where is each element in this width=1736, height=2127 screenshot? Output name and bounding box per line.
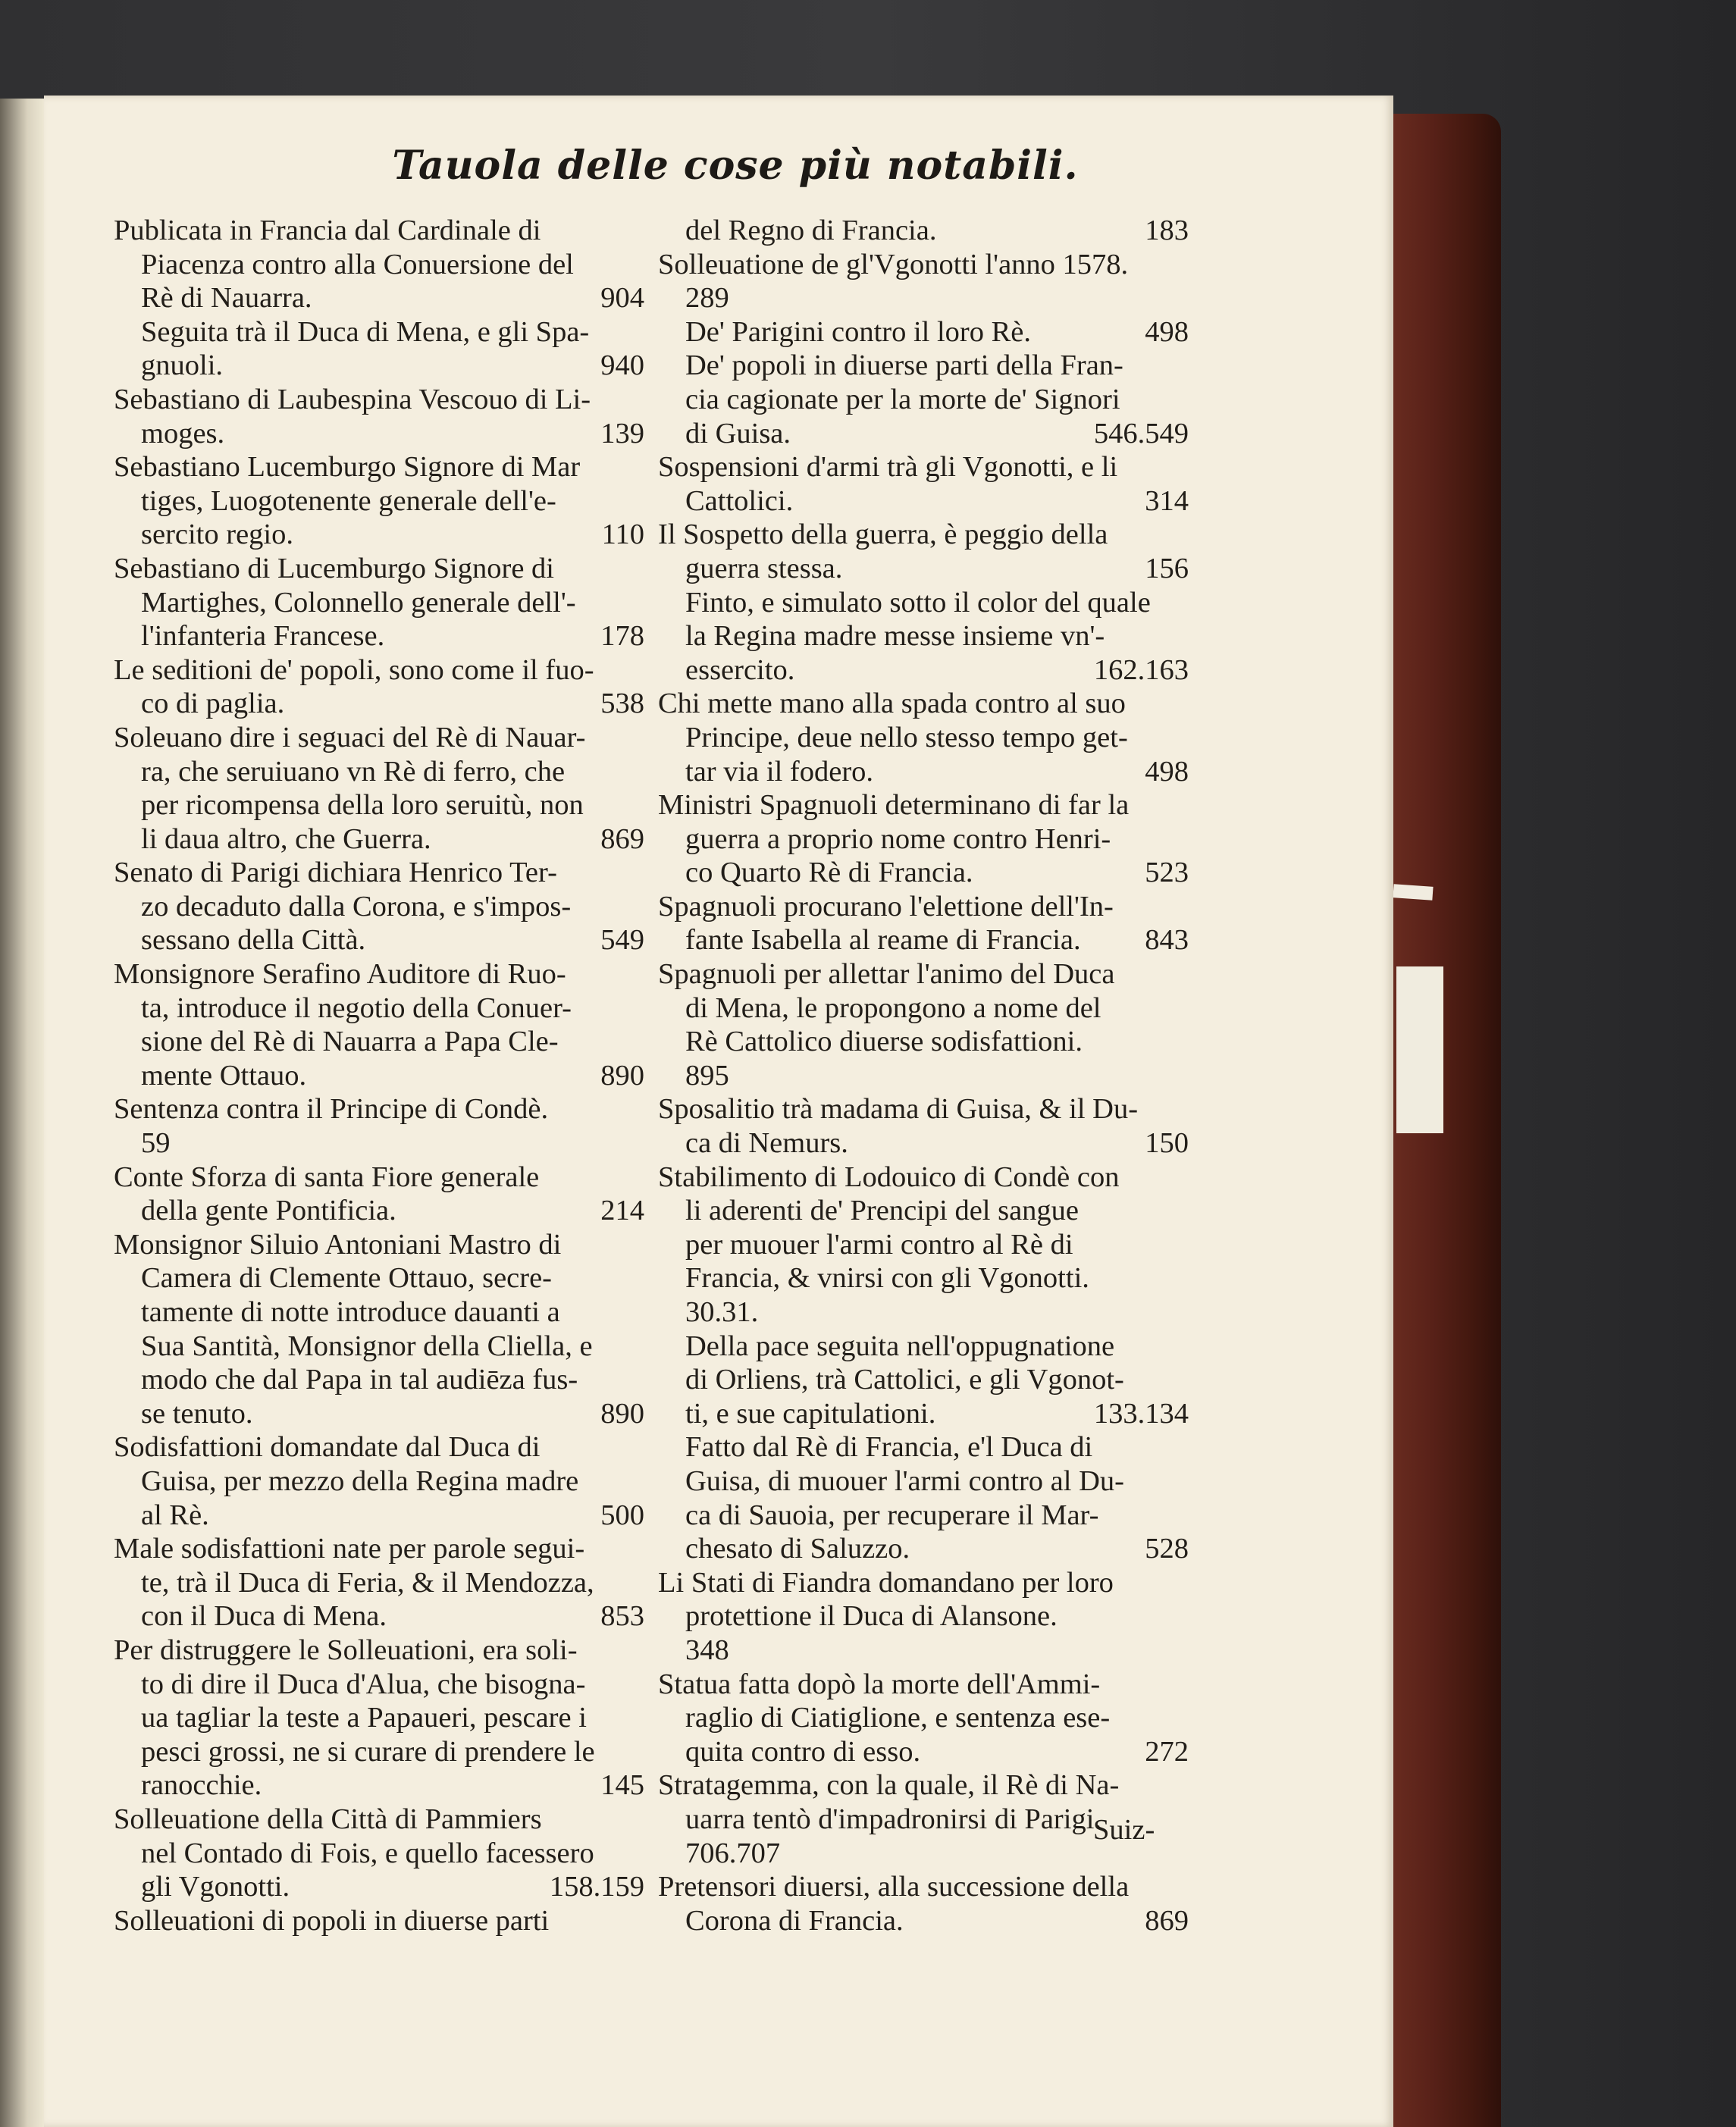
page-reference: 853 [600, 1600, 644, 1633]
index-entry-text: Per distruggere le Solleuationi, era soli- [114, 1634, 578, 1666]
page-reference: 890 [600, 1397, 644, 1430]
index-line [114, 1092, 644, 1126]
index-line [114, 856, 644, 890]
index-line [658, 586, 1189, 620]
index-line [114, 214, 644, 248]
index-entry-text: Camera di Clemente Ottauo, secre- [141, 1262, 552, 1295]
index-line [114, 586, 644, 620]
index-line [658, 1363, 1189, 1397]
index-entry-text: mente Ottauo. [141, 1059, 307, 1092]
index-entry-text: Guisa, per mezzo della Regina madre [141, 1464, 579, 1497]
index-entry-text: Monsignor Siluio Antoniani Mastro di [114, 1228, 562, 1261]
index-line [658, 1228, 1189, 1262]
index-line [114, 315, 644, 349]
page-reference: 133.134 [1093, 1397, 1189, 1430]
index-line [658, 484, 1189, 518]
index-entry-text: ca di Nemurs. [685, 1127, 848, 1160]
page-reference: 546.549 [1093, 417, 1189, 450]
page-reference: 869 [1145, 1904, 1189, 1937]
index-line [114, 619, 644, 653]
page-reference: 314 [1145, 484, 1189, 517]
index-line [114, 1566, 644, 1600]
index-line [114, 1599, 644, 1634]
index-line [114, 1059, 644, 1093]
index-line [114, 1330, 644, 1364]
index-line [114, 1126, 644, 1161]
index-entry-text: per muouer l'armi contro al Rè di [685, 1228, 1073, 1261]
index-line [658, 1870, 1189, 1904]
page-reference: 498 [1145, 315, 1189, 348]
index-line [658, 1634, 1189, 1668]
index-line [658, 1566, 1189, 1600]
index-line [658, 417, 1189, 451]
index-line [114, 1261, 644, 1295]
index-entry-text: della gente Pontificia. [141, 1195, 396, 1227]
index-entry-text: 348 [685, 1634, 729, 1666]
page-reference: 139 [600, 417, 644, 450]
index-line [114, 1768, 644, 1803]
index-line [658, 1599, 1189, 1634]
index-entry-text: Guisa, di muouer l'armi contro al Du- [685, 1464, 1124, 1497]
index-entry-text: ua tagliar la teste a Papaueri, pescare i [141, 1702, 587, 1734]
index-line [114, 957, 644, 991]
index-line [114, 788, 644, 822]
index-line [114, 1837, 644, 1871]
index-entry-text: Sebastiano Lucemburgo Signore di Mar [114, 451, 581, 484]
index-entry-text: li aderenti de' Prencipi del sangue [685, 1195, 1080, 1227]
index-line [658, 721, 1189, 755]
index-line [114, 1904, 644, 1938]
index-line [658, 755, 1189, 789]
facing-page-edge [0, 99, 45, 2127]
index-line [658, 1397, 1189, 1431]
catchword: Suiz- [1093, 1814, 1155, 1846]
index-entry-text: Stabilimento di Lodouico di Condè con [658, 1161, 1120, 1193]
index-entry-text: Stratagemma, con la quale, il Rè di Na- [658, 1769, 1120, 1802]
index-line [658, 788, 1189, 822]
index-line [658, 281, 1189, 315]
index-entry-text: co di paglia. [141, 688, 285, 720]
index-entry-text: Francia, & vnirsi con gli Vgonotti. [685, 1262, 1089, 1295]
index-entry-text: l'infanteria Francese. [141, 620, 385, 653]
index-entry-text: cia cagionate per la morte de' Signori [685, 383, 1120, 415]
index-line [658, 890, 1189, 924]
index-entry-text: Spagnuoli per allettar l'animo del Duca [658, 958, 1115, 991]
index-entry-text: tar via il fodero. [685, 755, 874, 788]
index-entry-text: Soleuano dire i seguaci del Rè di Nauar- [114, 721, 586, 753]
index-line [114, 721, 644, 755]
index-line [114, 281, 644, 315]
page-reference: 156 [1145, 552, 1189, 584]
index-entry-text: guerra stessa. [685, 552, 843, 584]
page-reference: 183 [1145, 215, 1189, 246]
index-line [114, 1668, 644, 1702]
index-line [114, 991, 644, 1026]
paper-slip [1396, 966, 1443, 1133]
index-entry-text: chesato di Saluzzo. [685, 1533, 910, 1565]
page-header: Tauola delle cose più notabili. [392, 143, 1079, 189]
index-entry-text: ca di Sauoia, per recuperare il Mar- [685, 1499, 1099, 1531]
index-entry-text: tiges, Luogotenente generale dell'e- [141, 484, 556, 517]
index-line [114, 1532, 644, 1566]
index-line [114, 1803, 644, 1837]
index-entry-text: ra, che seruiuano vn Rè di ferro, che [141, 755, 566, 788]
index-entry-text: ti, e sue capitulationi. [685, 1397, 936, 1430]
index-line [658, 1701, 1189, 1735]
index-line [658, 349, 1189, 383]
index-line [658, 1261, 1189, 1295]
page-reference: 549 [600, 924, 644, 957]
index-line [658, 1430, 1189, 1464]
index-entry-text: Solleuationi di popoli in diuerse parti [114, 1904, 550, 1937]
index-line [658, 1161, 1189, 1195]
index-line [658, 822, 1189, 857]
index-entry-text: la Regina madre messe insieme vn'- [685, 620, 1105, 653]
index-entry-text: Seguita trà il Duca di Mena, e gli Spa- [141, 315, 590, 348]
index-entry-text: 30.31. [685, 1296, 759, 1328]
index-line [114, 1025, 644, 1059]
index-entry-text: essercito. [685, 653, 795, 686]
index-entry-text: Li Stati di Fiandra domandano per loro [658, 1566, 1114, 1599]
index-line [114, 653, 644, 688]
index-line [658, 1532, 1189, 1566]
index-entry-text: De' popoli in diuerse parti della Fran- [685, 349, 1123, 382]
index-entry-text: quita contro di esso. [685, 1735, 921, 1768]
index-entry-text: 59 [141, 1127, 171, 1160]
index-entry-text: Ministri Spagnuoli determinano di far la [658, 789, 1130, 822]
index-line [658, 1092, 1189, 1126]
page-reference: 869 [600, 822, 644, 855]
index-entry-text: nel Contado di Fois, e quello facessero [141, 1837, 594, 1869]
index-entry-text: Sebastiano di Lucemburgo Signore di [114, 552, 554, 584]
index-entry-text: to di dire il Duca d'Alua, che bisogna- [141, 1668, 586, 1700]
index-entry-text: Il Sospetto della guerra, è peggio della [658, 518, 1108, 551]
index-entry-text: Rè di Nauarra. [141, 282, 312, 315]
index-entry-text: Principe, deue nello stesso tempo get- [685, 721, 1128, 753]
index-entry-text: Monsignore Serafino Auditore di Ruo- [114, 958, 566, 991]
index-line [114, 1735, 644, 1769]
page-reference: 538 [600, 688, 644, 720]
index-entry-text: pesci grossi, ne si curare di prendere le [141, 1735, 595, 1768]
index-entry-text: protettione il Duca di Alansone. [685, 1600, 1058, 1633]
index-entry-text: gnuoli. [141, 349, 224, 382]
index-line [114, 349, 644, 383]
index-line [114, 1430, 644, 1464]
index-entry-text: Martighes, Colonnello generale dell'- [141, 586, 576, 619]
index-line [658, 383, 1189, 417]
index-line [658, 1295, 1189, 1330]
index-entry-text: del Regno di Francia. [685, 215, 937, 246]
index-line [658, 1059, 1189, 1093]
index-entry-text: li daua altro, che Guerra. [141, 822, 431, 855]
index-column-right [658, 214, 1189, 1937]
index-line [658, 552, 1189, 586]
index-entry-text: se tenuto. [141, 1397, 253, 1430]
index-entry-text: Corona di Francia. [685, 1904, 904, 1937]
index-entry-text: Spagnuoli procurano l'elettione dell'In- [658, 890, 1114, 923]
index-entry-text: di Mena, le propongono a nome del [685, 991, 1101, 1024]
index-entry-text: sessano della Città. [141, 924, 366, 957]
page-reference: 110 [601, 518, 644, 551]
page-reference: 178 [600, 620, 644, 653]
index-line [114, 1701, 644, 1735]
index-entry-text: Statua fatta dopò la morte dell'Ammi- [658, 1668, 1101, 1700]
index-entry-text: Solleuatione della Città di Pammiers [114, 1803, 542, 1835]
index-entry-text: Sodisfattioni domandate dal Duca di [114, 1431, 541, 1464]
index-entry-text: guerra a proprio nome contro Henri- [685, 822, 1111, 855]
page-reference: 904 [600, 282, 644, 315]
index-line [114, 1499, 644, 1533]
index-entry-text: Senato di Parigi dichiara Henrico Ter- [114, 857, 557, 889]
index-line [114, 1295, 644, 1330]
page-reference: 523 [1145, 857, 1189, 889]
index-line [658, 214, 1189, 248]
index-line [114, 755, 644, 789]
binding-tear [1393, 884, 1433, 901]
index-entry-text: Cattolici. [685, 484, 794, 517]
index-line [658, 1126, 1189, 1161]
page-reference: 145 [600, 1769, 644, 1802]
index-entry-text: te, trà il Duca di Feria, & il Mendozza, [141, 1566, 594, 1599]
index-entry-text: raglio di Ciatiglione, e sentenza ese- [685, 1702, 1111, 1734]
index-line [658, 1668, 1189, 1702]
index-entry-text: Chi mette mano alla spada contro al suo [658, 688, 1126, 720]
index-entry-text: modo che dal Papa in tal audiēza fus- [141, 1364, 578, 1396]
index-column-left [114, 214, 644, 1937]
index-line [114, 1634, 644, 1668]
page-reference: 214 [600, 1195, 644, 1227]
page-reference: 890 [600, 1059, 644, 1092]
index-entry-text: Fatto dal Rè di Francia, e'l Duca di [685, 1431, 1093, 1464]
index-line [658, 923, 1189, 957]
index-entry-text: Pretensori diuersi, alla successione della [658, 1871, 1130, 1903]
index-line [658, 450, 1189, 484]
index-entry-text: tamente di notte introduce dauanti a [141, 1296, 560, 1328]
index-entry-text: Sua Santità, Monsignor della Cliella, e [141, 1330, 593, 1362]
index-entry-text: di Guisa. [685, 417, 791, 450]
page-reference: 162.163 [1093, 653, 1189, 686]
index-line [114, 687, 644, 721]
index-entry-text: Piacenza contro alla Conuersione del [141, 248, 574, 280]
page-reference: 528 [1145, 1533, 1189, 1565]
index-entry-text: sercito regio. [141, 518, 293, 551]
index-line [658, 315, 1189, 349]
index-entry-text: moges. [141, 417, 225, 450]
index-line [114, 450, 644, 484]
index-line [658, 619, 1189, 653]
page-reference: 843 [1145, 924, 1189, 957]
index-entry-text: al Rè. [141, 1499, 209, 1531]
index-entry-text: Male sodisfattioni nate per parole segui- [114, 1533, 585, 1565]
index-line [114, 1397, 644, 1431]
index-entry-text: per ricompensa della loro seruitù, non [141, 789, 584, 822]
index-entry-text: fante Isabella al reame di Francia. [685, 924, 1081, 957]
index-line [658, 1025, 1189, 1059]
page-reference: 272 [1145, 1735, 1189, 1768]
page-reference: 940 [600, 349, 644, 382]
index-line [658, 1194, 1189, 1228]
index-line [658, 991, 1189, 1026]
index-line [658, 653, 1189, 688]
index-entry-text: 289 [685, 282, 729, 315]
index-entry-text: Solleuatione de gl'Vgonotti l'anno 1578. [658, 248, 1129, 280]
index-entry-text: Sebastiano di Laubespina Vescouo di Li- [114, 383, 591, 415]
index-entry-text: ta, introduce il negotio della Conuer- [141, 991, 572, 1024]
index-entry-text: De' Parigini contro il loro Rè. [685, 315, 1032, 348]
index-entry-text: ranocchie. [141, 1769, 262, 1802]
index-line [114, 518, 644, 552]
index-line [114, 1228, 644, 1262]
index-entry-text: Le seditioni de' popoli, sono come il fuo- [114, 653, 594, 686]
index-line [114, 1870, 644, 1904]
page-reference: 158.159 [549, 1871, 644, 1903]
index-entry-text: Rè Cattolico diuerse sodisfattioni. [685, 1026, 1083, 1058]
index-line [114, 552, 644, 586]
index-entry-text: uarra tentò d'impadronirsi di Parigi. [685, 1803, 1102, 1835]
index-entry-text: Publicata in Francia dal Cardinale di [114, 215, 541, 246]
index-line [114, 484, 644, 518]
index-line [658, 248, 1189, 282]
index-entry-text: Sentenza contra il Principe di Condè. [114, 1093, 549, 1126]
page-reference: 150 [1145, 1127, 1189, 1160]
index-entry-text: sione del Rè di Nauarra a Papa Cle- [141, 1026, 559, 1058]
index-line [114, 417, 644, 451]
index-line [658, 518, 1189, 552]
index-line [114, 1363, 644, 1397]
index-line [658, 1464, 1189, 1499]
index-entry-text: 706.707 [685, 1837, 781, 1869]
page-reference: 498 [1145, 755, 1189, 788]
index-line [658, 1499, 1189, 1533]
index-entry-text: Sposalitio trà madama di Guisa, & il Du- [658, 1093, 1139, 1126]
index-line [658, 687, 1189, 721]
index-line [114, 923, 644, 957]
index-line [658, 1904, 1189, 1938]
index-line [658, 1768, 1189, 1803]
index-line [658, 957, 1189, 991]
index-entry-text: Conte Sforza di santa Fiore generale [114, 1161, 540, 1193]
index-line [114, 822, 644, 857]
index-line [658, 1330, 1189, 1364]
index-line [114, 1161, 644, 1195]
index-line [114, 248, 644, 282]
index-line [114, 1194, 644, 1228]
index-line [658, 856, 1189, 890]
index-entry-text: zo decaduto dalla Corona, e s'impos- [141, 890, 572, 923]
index-entry-text: gli Vgonotti. [141, 1871, 290, 1903]
index-entry-text: Sospensioni d'armi trà gli Vgonotti, e li [658, 451, 1118, 484]
index-entry-text: con il Duca di Mena. [141, 1600, 387, 1633]
index-entry-text: 895 [685, 1059, 729, 1092]
index-line [658, 1735, 1189, 1769]
index-line [114, 1464, 644, 1499]
index-entry-text: di Orliens, trà Cattolici, e gli Vgonot- [685, 1364, 1124, 1396]
index-entry-text: co Quarto Rè di Francia. [685, 857, 973, 889]
index-entry-text: Della pace seguita nell'oppugnatione [685, 1330, 1115, 1362]
page-reference: 500 [600, 1499, 644, 1531]
index-line [114, 383, 644, 417]
index-line [114, 890, 644, 924]
index-entry-text: Finto, e simulato sotto il color del quale [685, 586, 1151, 619]
